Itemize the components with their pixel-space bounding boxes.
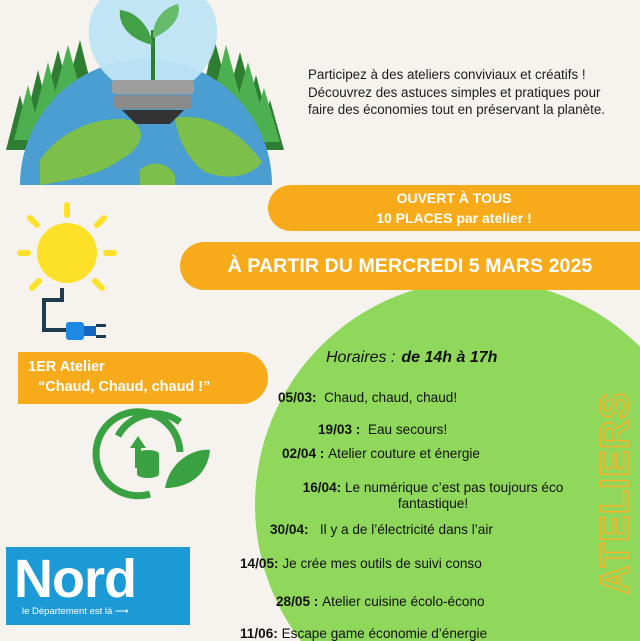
- schedule-title-text: Je crée mes outils de suivi conso: [282, 556, 482, 571]
- intro-text: Participez à des ateliers conviviaux et créatifs ! Découvrez des astuces simples et pratiques pour faire des économies tout en préservant la planète.: [308, 67, 606, 117]
- schedule-title-text: Atelier couture et énergie: [328, 446, 480, 461]
- first-line-2: “Chaud, Chaud, chaud !”: [38, 379, 211, 395]
- schedule-label: Horaires :: [326, 349, 396, 366]
- schedule-row: [270, 522, 493, 537]
- schedule-date: 11/06:: [240, 626, 278, 641]
- plug-icon: [44, 288, 106, 340]
- schedule-title-text: Atelier cuisine écolo-écono: [322, 594, 485, 609]
- lightbulb-globe-illustration: [6, 0, 284, 185]
- schedule-date: 14/05:: [240, 556, 279, 571]
- schedule-row: [278, 390, 457, 405]
- schedule-title-text: Le numérique c’est pas toujours éco fantastique!: [344, 480, 564, 511]
- open-to-all-banner: [268, 185, 640, 231]
- schedule-row: [240, 556, 482, 571]
- schedule-date: 02/04 :: [282, 446, 325, 461]
- nord-logo-word: Nord: [14, 549, 136, 609]
- schedule-hours: de 14h à 17h: [401, 349, 498, 366]
- schedule-row: [282, 446, 480, 461]
- schedule-title-text: Il y a de l’électricité dans l’air: [319, 522, 493, 537]
- first-line-1: 1ER Atelier: [28, 359, 105, 375]
- schedule-title-text: Eau secours!: [367, 422, 448, 437]
- first-workshop-banner: [18, 352, 268, 404]
- schedule-row: [276, 594, 485, 609]
- schedule-date: 30/04:: [270, 522, 309, 537]
- eco-money-icon: [96, 412, 210, 496]
- schedule-title: [326, 349, 497, 367]
- schedule-title-text: Escape game économie d’énergie: [281, 626, 488, 641]
- schedule-date: 05/03:: [278, 390, 317, 405]
- sun-icon: [20, 205, 114, 288]
- schedule-row: [318, 422, 447, 437]
- schedule-row: [298, 480, 568, 512]
- nord-logo-tagline: le Département est là ⟶: [22, 606, 129, 617]
- schedule-row: [240, 626, 487, 641]
- ateliers-word: ATELIERS: [593, 391, 637, 595]
- schedule-title-text: Chaud, chaud, chaud!: [324, 390, 458, 405]
- schedule-date: 28/05 :: [276, 594, 319, 609]
- ateliers-vertical-title: [593, 358, 638, 628]
- schedule-date: 16/04:: [302, 480, 342, 495]
- open-line-2: 10 PLACES par atelier !: [376, 210, 532, 226]
- start-date-banner: À PARTIR DU MERCREDI 5 MARS 2025: [180, 242, 640, 290]
- schedule-date: 19/03 :: [318, 422, 361, 437]
- open-line-1: OUVERT À TOUS: [396, 190, 512, 206]
